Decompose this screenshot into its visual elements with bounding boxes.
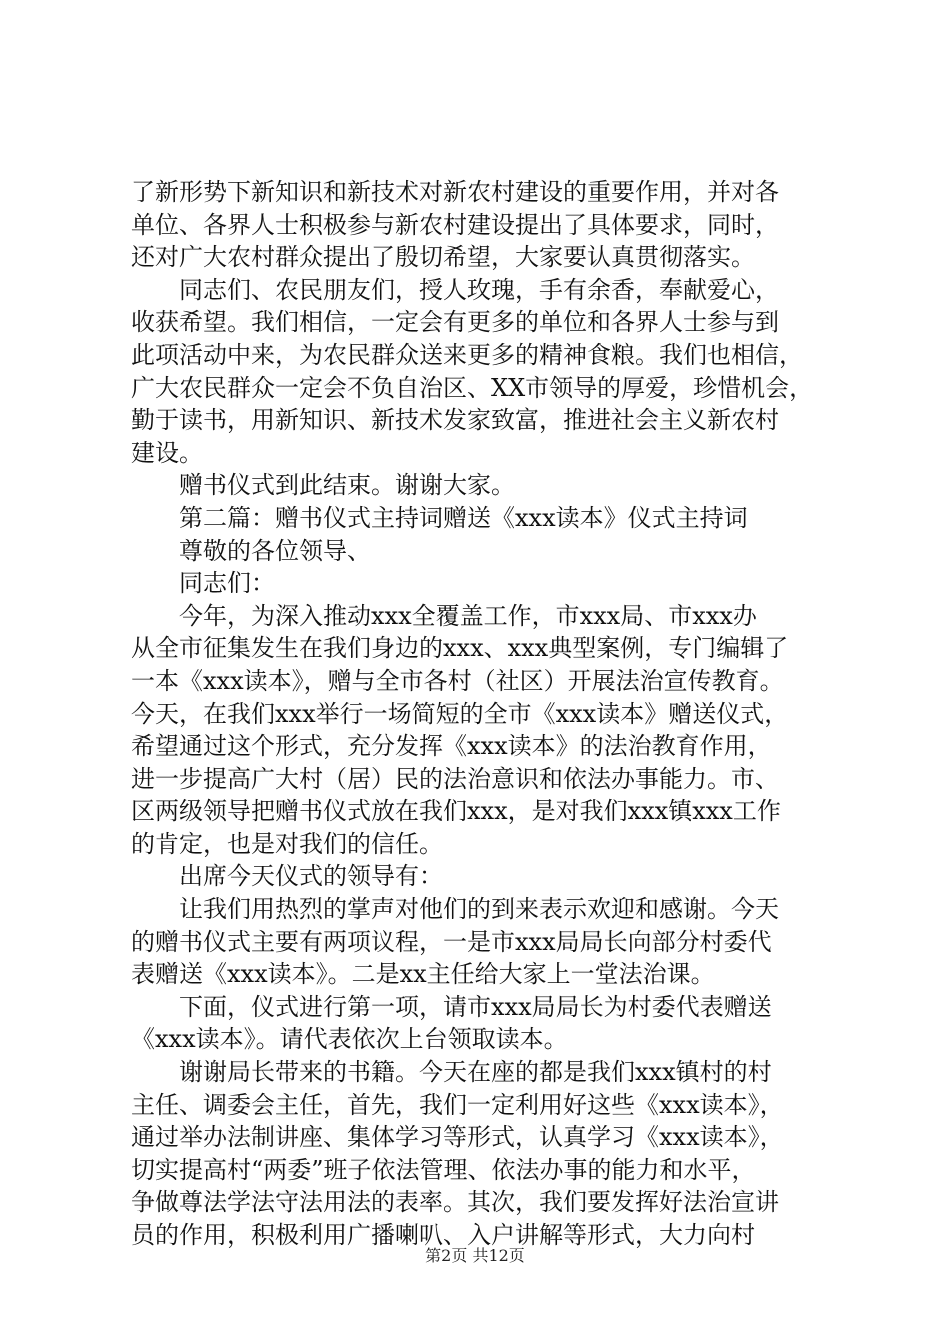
text-line: 从全市征集发生在我们身边的xxx、xxx典型案例，专门编辑了 <box>131 634 789 663</box>
text-line: 区两级领导把赠书仪式放在我们xxx，是对我们xxx镇xxx工作 <box>131 797 781 826</box>
text-line: 一本《xxx读本》，赠与全市各村（社区）开展法治宣传教育。 <box>131 666 784 695</box>
text-line: 的赠书仪式主要有两项议程，一是市xxx局局长向部分村委代 <box>131 927 772 956</box>
text-line: 广大农民群众一定会不负自治区、XX市领导的厚爱，珍惜机会， <box>131 373 814 402</box>
text-line: 了新形势下新知识和新技术对新农村建设的重要作用，并对各 <box>131 178 779 206</box>
document-body <box>131 176 855 1252</box>
text-line: 此项活动中来，为农民群众送来更多的精神食粮。我们也相信， <box>131 340 803 369</box>
text-line: 下面，仪式进行第一项，请市xxx局局长为村委代表赠送 <box>179 992 772 1021</box>
text-line: 《xxx读本》。请代表依次上台领取读本。 <box>131 1025 568 1054</box>
text-line: 争做尊法学法守法用法的表率。其次，我们要发挥好法治宣讲 <box>131 1188 779 1217</box>
text-line: 让我们用热烈的掌声对他们的到来表示欢迎和感谢。今天 <box>179 895 779 924</box>
text-line: 出席今天仪式的领导有： <box>179 862 443 891</box>
text-line: 勤于读书，用新知识、新技术发家致富，推进社会主义新农村 <box>131 406 779 435</box>
text-line: 今年，为深入推动xxx全覆盖工作，市xxx局、市xxx办 <box>179 601 757 630</box>
salutation-line: 同志们： <box>179 569 275 598</box>
section-heading: 第二篇：赠书仪式主持词赠送《xxx读本》仪式主持词 <box>179 503 748 532</box>
text-line: 切实提高村“两委”班子依法管理、依法办事的能力和水平， <box>131 1155 756 1184</box>
text-line: 赠书仪式到此结束。谢谢大家。 <box>179 471 515 500</box>
text-line: 今天，在我们xxx举行一场简短的全市《xxx读本》赠送仪式， <box>131 699 789 728</box>
text-line: 员的作用，积极利用广播喇叭、入户讲解等形式，大力向村 <box>131 1221 755 1249</box>
text-line: 同志们、农民朋友们，授人玫瑰，手有余香，奉献爱心， <box>179 275 779 304</box>
text-line: 通过举办法制讲座、集体学习等形式，认真学习《xxx读本》， <box>131 1123 784 1152</box>
text-line: 还对广大农村群众提出了殷切希望，大家要认真贯彻落实。 <box>131 243 755 272</box>
text-line: 主任、调委会主任，首先，我们一定利用好这些《xxx读本》， <box>131 1090 784 1119</box>
text-line: 建设。 <box>131 438 203 467</box>
text-line: 单位、各界人士积极参与新农村建设提出了具体要求，同时， <box>131 210 779 239</box>
text-line: 谢谢局长带来的书籍。今天在座的都是我们xxx镇村的村 <box>179 1058 772 1087</box>
text-line: 进一步提高广大村（居）民的法治意识和依法办事能力。市、 <box>131 764 779 793</box>
salutation-line: 尊敬的各位领导、 <box>179 536 371 565</box>
text-line: 的肯定，也是对我们的信任。 <box>131 829 443 858</box>
text-line: 表赠送《xxx读本》。二是xx主任给大家上一堂法治课。 <box>131 960 715 989</box>
text-line: 收获希望。我们相信，一定会有更多的单位和各界人士参与到 <box>131 308 779 337</box>
text-line: 希望通过这个形式，充分发挥《xxx读本》的法治教育作用， <box>131 732 772 761</box>
page-number-footer: 第2页 共12页 <box>425 1246 525 1265</box>
